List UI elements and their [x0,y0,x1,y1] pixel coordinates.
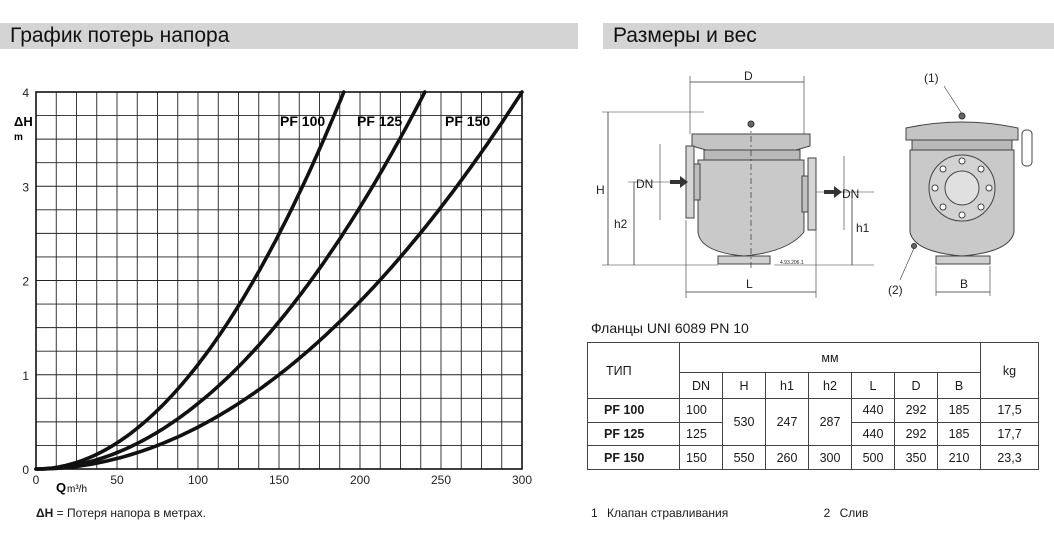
cell-d: 350 [895,446,938,470]
filter-dimensions-drawing [594,60,1054,360]
dim-label-l: L [746,277,753,291]
cell-kg: 23,3 [981,446,1039,470]
series-label-pf150: PF 150 [445,113,491,129]
cell-l: 440 [852,422,895,446]
col-header-b: B [938,373,981,399]
y-tick-label: 2 [22,274,29,289]
dim-label-dn-out: DN [842,187,860,201]
cell-kg: 17,7 [981,422,1039,446]
series-label-pf125: PF 125 [357,113,403,129]
chart-section-header: График потерь напора [0,23,578,49]
y-tick-label: 0 [22,463,29,477]
col-header-kg: kg [981,343,1039,399]
callout-2: (2) [888,283,903,297]
cell-h: 550 [723,446,766,470]
cell-dn: 125 [680,422,723,446]
front-base [936,256,990,264]
cell-h1: 260 [766,446,809,470]
footnote-symbol: ΔH [36,506,54,520]
side-inlet-pipe [694,164,700,200]
callout-1: (1) [924,71,939,85]
x-axis-unit: m³/h [67,484,87,495]
col-header-h: H [723,373,766,399]
side-inlet-arrow [670,176,688,188]
col-header-d: D [895,373,938,399]
chart-grid [36,92,522,469]
cell-type: PF 125 [588,422,680,446]
front-view [900,86,1032,296]
dim-label-h1: h1 [856,221,870,235]
cell-dn: 100 [680,399,723,423]
y-tick-label: 3 [22,180,29,195]
dimensions-table [587,342,1039,470]
cell-d: 292 [895,422,938,446]
drawing-code: 4.93.206.1 [780,260,804,266]
note-2-text: Слив [839,506,869,520]
col-group-mm: мм [680,343,981,373]
x-tick-label: 50 [110,473,124,487]
x-tick-label: 0 [32,473,40,487]
side-base [718,256,770,264]
flanges-standard-label: Фланцы UNI 6089 PN 10 [591,320,749,336]
y-axis-unit: m [14,132,23,143]
cell-b: 185 [938,422,981,446]
cell-h-merged: 530 [723,399,766,446]
cell-h2: 300 [809,446,852,470]
front-lid [906,122,1018,140]
col-header-l: L [852,373,895,399]
col-header-h2: h2 [809,373,852,399]
y-tick-label: 1 [22,368,29,383]
table-header-row [588,343,1039,373]
cell-kg: 17,5 [981,399,1039,423]
chart-footnote [36,506,206,520]
cell-l: 500 [852,446,895,470]
cell-h2-merged: 287 [809,399,852,446]
x-tick-label: 150 [268,473,290,487]
dimensions-section-header: Размеры и вес [603,23,1054,49]
note-1-text: Клапан стравливания [607,506,729,520]
note-2-number: 2 [823,506,831,520]
cell-type: PF 150 [588,446,680,470]
cell-type: PF 100 [588,399,680,423]
cell-l: 440 [852,399,895,423]
cell-b: 210 [938,446,981,470]
dim-label-h2: h2 [614,217,628,231]
table-row [588,399,1039,423]
side-outlet-flange [808,158,816,230]
chart-ticks [22,86,532,487]
dim-label-d: D [744,69,753,83]
dim-label-h: H [596,183,605,197]
x-tick-label: 300 [511,473,533,487]
cell-dn: 150 [680,446,723,470]
front-handle [1022,130,1032,166]
x-tick-label: 250 [430,473,452,487]
front-lid-band [912,140,1012,150]
front-flange-bore [945,171,979,205]
x-axis-label: Q [56,480,67,495]
col-header-type: ТИП [588,343,680,399]
y-tick-label: 4 [22,86,29,100]
y-axis-label: ΔH [14,114,33,129]
col-header-h1: h1 [766,373,809,399]
side-lid-band [704,150,800,160]
col-header-dn: DN [680,373,723,399]
cell-h1-merged: 247 [766,399,809,446]
side-outlet-pipe [802,176,808,212]
footnote-text: = Потеря напора в метрах. [56,506,206,520]
front-drain [912,244,917,249]
legend-notes [591,506,868,520]
cell-d: 292 [895,399,938,423]
note-1-number: 1 [591,506,598,520]
x-tick-label: 200 [349,473,371,487]
dim-label-b: B [960,277,969,291]
table-row [588,446,1039,470]
cell-b: 185 [938,399,981,423]
dim-label-dn-in: DN [636,177,654,191]
side-vent-valve [748,121,754,127]
x-tick-label: 100 [187,473,209,487]
series-label-pf100: PF 100 [280,113,326,129]
